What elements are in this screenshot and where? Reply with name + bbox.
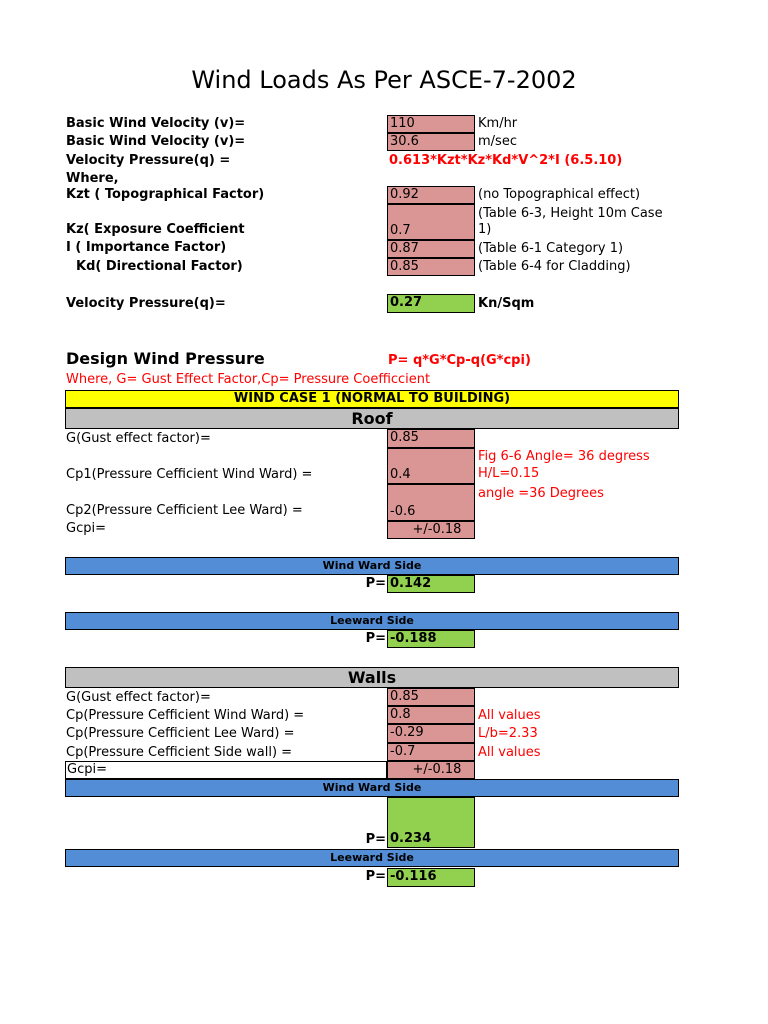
walls-cps-label: Cp(Pressure Cefficient Side wall) = [66,745,293,760]
velocity-pressure-label: Velocity Pressure(q) = [66,153,231,168]
velocity-pressure-result-label: Velocity Pressure(q)= [66,296,226,311]
velocity-pressure-result-cell[interactable]: 0.27 [387,294,475,313]
walls-leeward-banner: Leeward Side [65,849,679,867]
importance-note: (Table 6-1 Category 1) [478,241,624,256]
directional-note: (Table 6-4 for Cladding) [478,259,631,274]
design-where-note: Where, G= Gust Effect Factor,Cp= Pressure Coefficcient [66,372,431,387]
kz-note-line2: 1) [478,222,492,237]
roof-cp1-note-line2: H/L=0.15 [478,466,540,481]
walls-windward-p-cell[interactable]: 0.234 [387,797,475,848]
roof-g-label: G(Gust effect factor)= [66,431,211,446]
walls-cps-note: All values [478,745,541,760]
roof-cp2-label: Cp2(Pressure Cefficient Lee Ward) = [66,503,303,518]
roof-windward-banner: Wind Ward Side [65,557,679,575]
design-wind-pressure-heading: Design Wind Pressure [66,349,265,368]
walls-heading: Walls [65,667,679,688]
kz-cell[interactable]: 0.7 [387,204,475,240]
walls-gcpi-cell[interactable]: +/-0.18 [387,761,475,779]
walls-leeward-p-cell[interactable]: -0.116 [387,868,475,887]
velocity-kmhr-cell[interactable]: 110 [387,115,475,133]
roof-g-cell[interactable]: 0.85 [387,429,475,448]
kz-note-line1: (Table 6-3, Height 10m Case [478,206,663,221]
velocity-ms-cell[interactable]: 30.6 [387,133,475,151]
roof-leeward-banner: Leeward Side [65,612,679,630]
velocity-pressure-formula: 0.613*Kzt*Kz*Kd*V^2*I (6.5.10) [389,153,623,168]
roof-cp2-note: angle =36 Degrees [478,486,604,501]
velocity-ms-label: Basic Wind Velocity (v)= [66,134,246,149]
roof-cp2-cell[interactable]: -0.6 [387,484,475,521]
where-label: Where, [66,171,119,186]
walls-cpl-note: L/b=2.33 [478,726,538,741]
velocity-pressure-result-unit: Kn/Sqm [478,296,535,311]
roof-cp1-note-line1: Fig 6-6 Angle= 36 degress [478,449,650,464]
walls-leeward-p-label: P= [365,869,386,884]
design-formula: P= q*G*Cp-q(G*cpi) [388,353,531,368]
walls-cpl-cell[interactable]: -0.29 [387,724,475,743]
walls-windward-banner: Wind Ward Side [65,779,679,797]
wind-case-banner: WIND CASE 1 (NORMAL TO BUILDING) [65,390,679,408]
directional-label: Kd( Directional Factor) [76,259,243,274]
kzt-cell[interactable]: 0.92 [387,186,475,204]
roof-gcpi-cell[interactable]: +/-0.18 [387,521,475,539]
velocity-kmhr-label: Basic Wind Velocity (v)= [66,116,246,131]
roof-cp1-label: Cp1(Pressure Cefficient Wind Ward) = [66,467,313,482]
velocity-kmhr-unit: Km/hr [478,116,518,131]
roof-heading: Roof [65,408,679,429]
walls-windward-p-label: P= [365,832,386,847]
roof-windward-p-cell[interactable]: 0.142 [387,575,475,593]
walls-g-label: G(Gust effect factor)= [66,690,211,705]
kz-label: Kz( Exposure Coefficient [66,222,245,237]
importance-cell[interactable]: 0.87 [387,240,475,258]
roof-windward-p-label: P= [365,576,386,591]
kzt-label: Kzt ( Topographical Factor) [66,187,265,202]
walls-cpw-note: All values [478,708,541,723]
importance-label: I ( Importance Factor) [66,240,227,255]
roof-leeward-p-label: P= [365,631,386,646]
roof-cp1-cell[interactable]: 0.4 [387,448,475,484]
page-title: Wind Loads As Per ASCE-7-2002 [191,66,577,94]
walls-cpw-label: Cp(Pressure Cefficient Wind Ward) = [66,708,305,723]
walls-g-cell[interactable]: 0.85 [387,688,475,706]
walls-cpw-cell[interactable]: 0.8 [387,706,475,724]
walls-cps-cell[interactable]: -0.7 [387,743,475,761]
kzt-note: (no Topographical effect) [478,187,641,202]
walls-cpl-label: Cp(Pressure Cefficient Lee Ward) = [66,726,295,741]
roof-gcpi-label: Gcpi= [66,521,106,536]
directional-cell[interactable]: 0.85 [387,258,475,276]
velocity-ms-unit: m/sec [478,134,517,149]
walls-gcpi-label: Gcpi= [65,761,387,779]
roof-leeward-p-cell[interactable]: -0.188 [387,630,475,648]
